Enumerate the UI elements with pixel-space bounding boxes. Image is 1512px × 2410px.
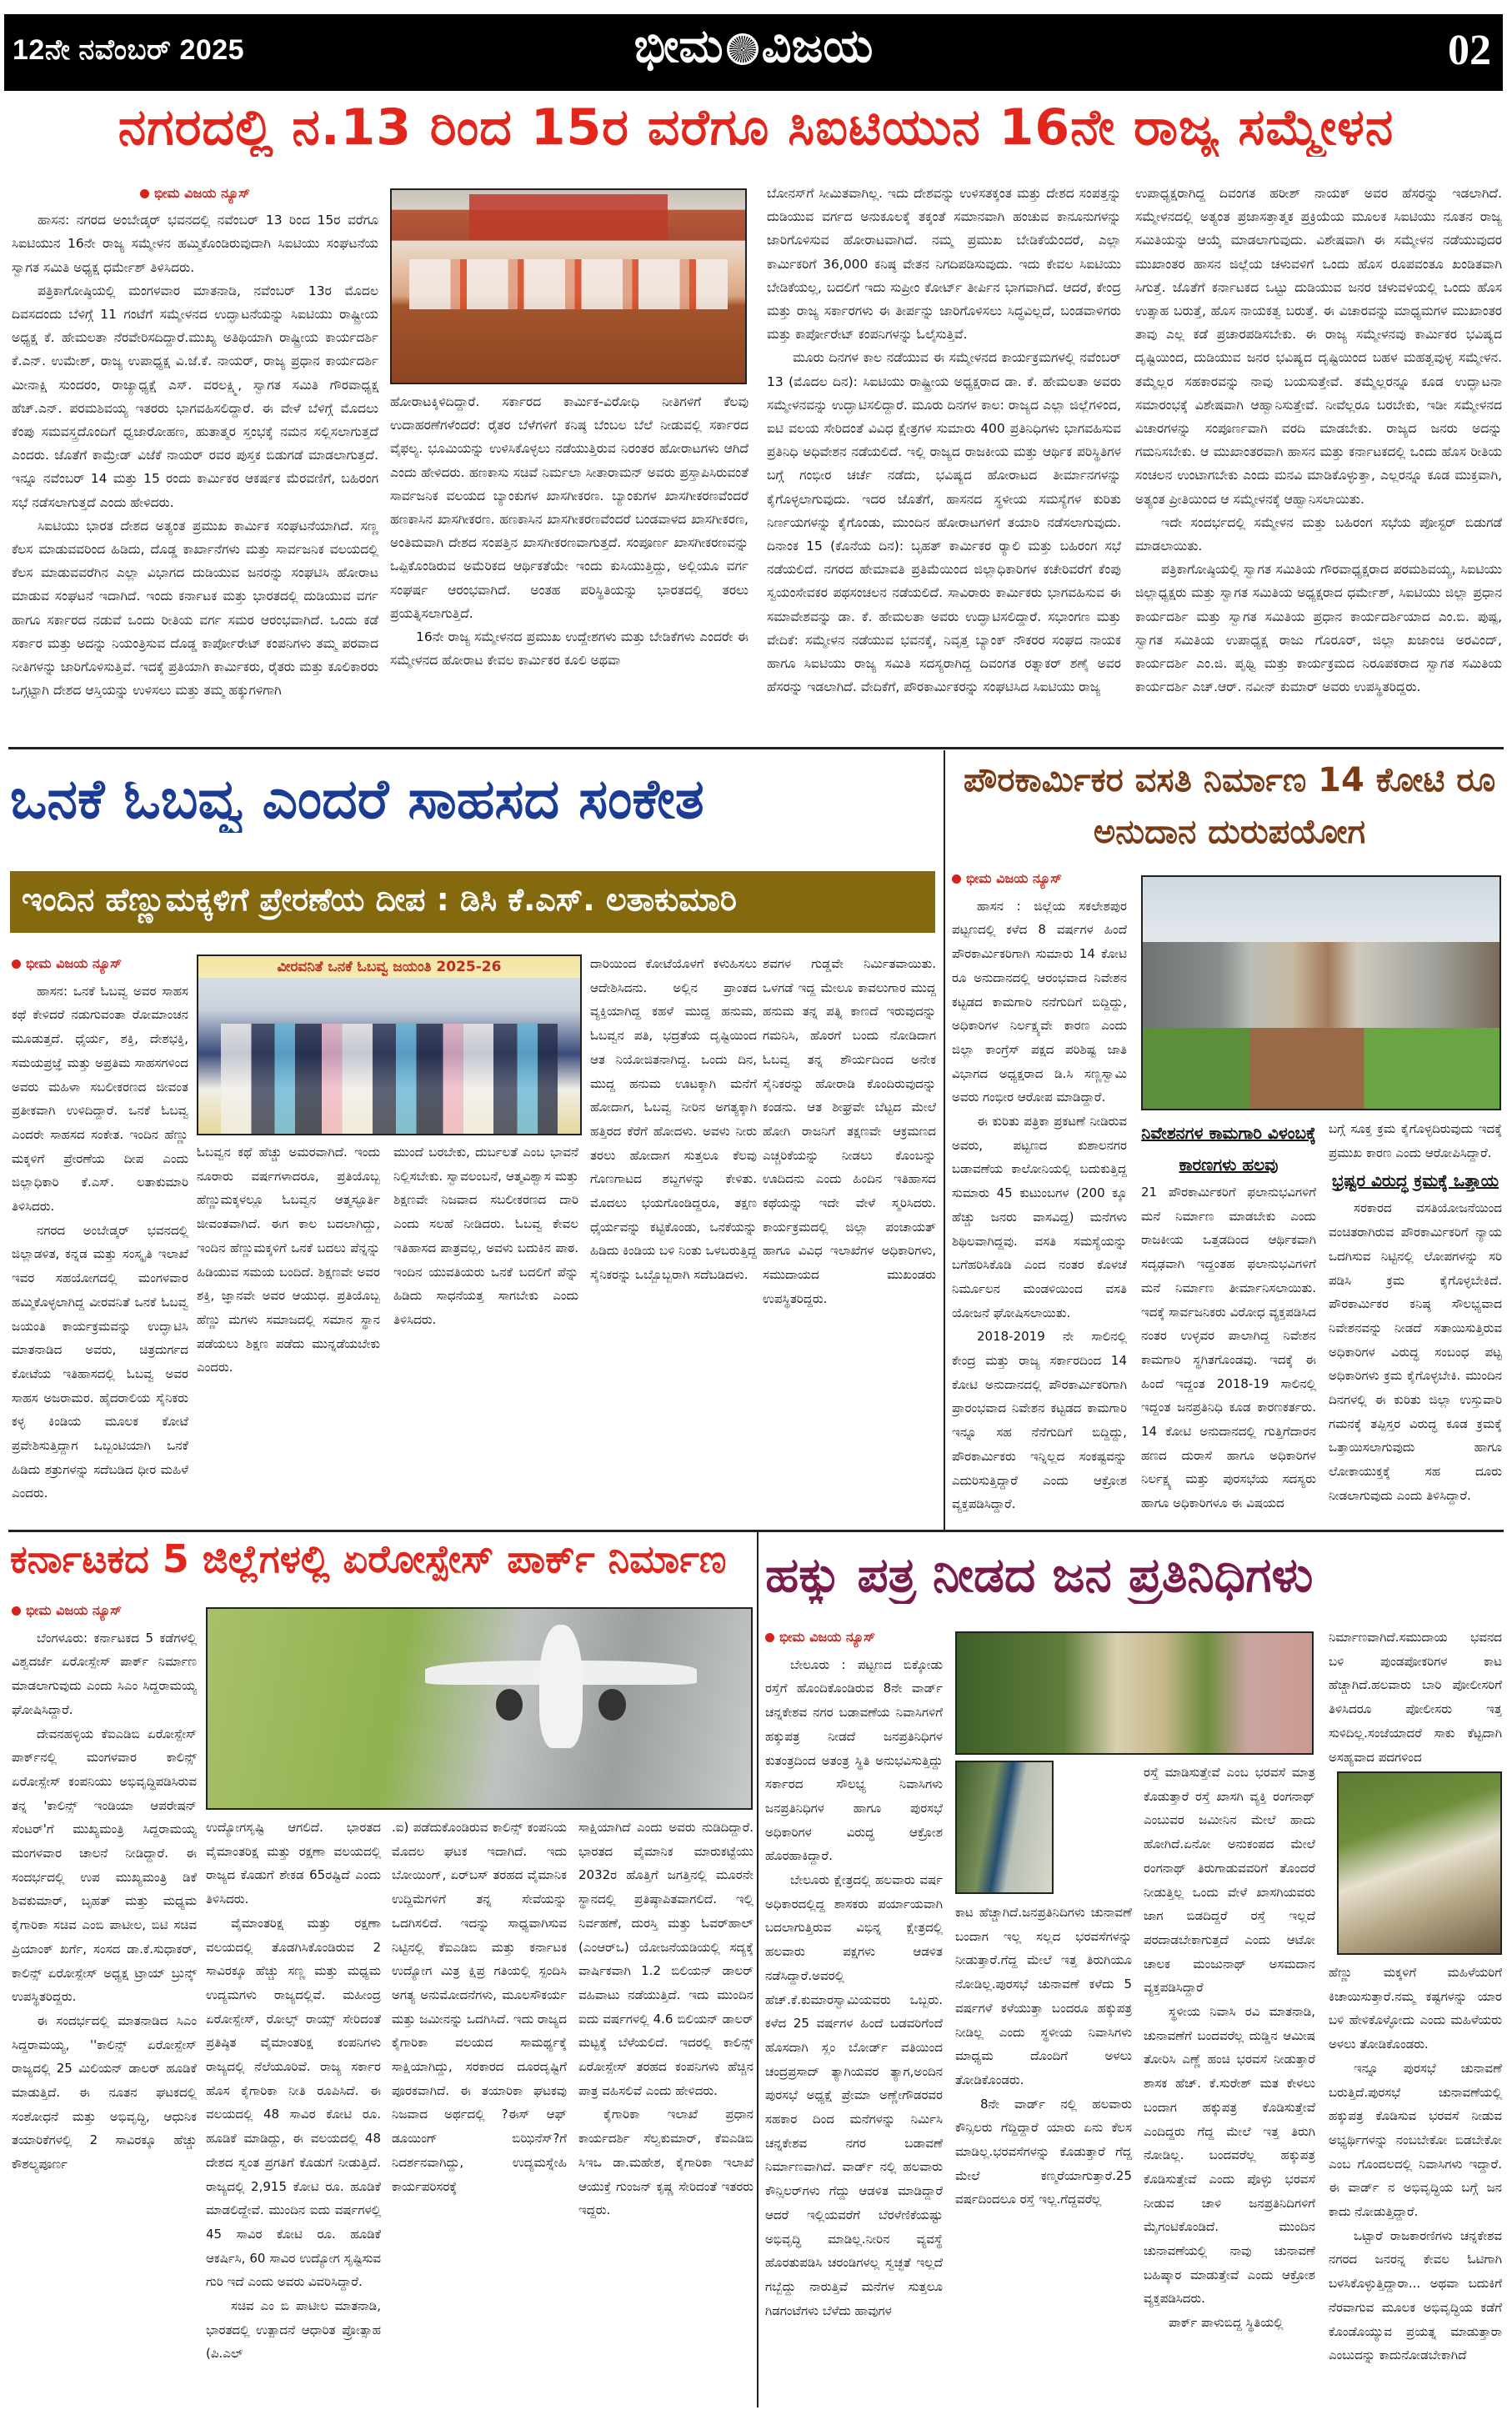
paragraph: ಈ ಕುರಿತು ಪತ್ರಿಕಾ ಪ್ರಕಟಣೆ ನೀಡಿರುವ ಅವರು, ಪಟ್ಟಣದ ಕುಶಾಲನಗರ ಬಡಾವಣೆಯ ಕಾಲೋನಿಯಲ್ಲಿ ಬದುಕುತ್ತಿದ್ದ ಸುಮಾರು 45 ಕುಟುಂಬಗಳ (200 ಕ್ಕೂ ಹೆಚ್ಚು ಜನರು ವಾಸವಿದ್ದ) ಮನೆಗಳು ಶಿಥಿಲವಾಗಿದ್ದವು. ವಸತಿ ಸಮಸ್ಯೆಯನ್ನು ಬಗೆಹರಿಸಿಕೊಡಿ ಎಂದ ನಂತರ ಕೊಳಚೆ ನಿರ್ಮೂಲನ ಮಂಡಳಿಯಿಂದ ವಸತಿ ಯೋಜನೆ ಘೋಷಿಸಲಾಯಿತು. [952, 1114, 1127, 1320]
story4-column-1 [12, 1599, 197, 2407]
story2-column-2 [197, 1140, 380, 1527]
posters-in-photo [409, 259, 728, 309]
story5-column-4-top [1329, 1626, 1502, 1767]
paragraph: ಉದ್ಯೋಗಸೃಷ್ಟಿ ಆಗಲಿದೆ. ಭಾರತದ ವೈಮಾಂತರಿಕ್ಷ ಮತ್ತು ರಕ್ಷಣಾ ವಲಯದಲ್ಲಿ ರಾಜ್ಯದ ಕೊಡುಗೆ ಶೇಕಡ 65ರಷ್ಟಿದೆ ಎಂದು ತಿಳಿಸಿದರು. [206, 1820, 381, 1907]
people-in-photo [221, 1024, 557, 1134]
banner-in-photo [469, 194, 667, 240]
story4-byline: ಭೀಮ ವಿಜಯ ನ್ಯೂಸ್ [12, 1599, 197, 1623]
paragraph: ಪತ್ರಿಕಾಗೋಷ್ಠಿಯಲ್ಲಿ ಮಂಗಳವಾರ ಮಾತನಾಡಿ, ನವೆಂಬರ್ 13ರ ಮೊದಲ ದಿವಸದಂದು ಬೆಳಿಗ್ಗೆ 11 ಗಂಟೆಗೆ ಸಮ್ಮೇಳನದ ಉದ್ಘಾಟನೆಯನ್ನು ಸಿಐಟಿಯು ರಾಷ್ಟ್ರೀಯ ಅಧ್ಯಕ್ಷ ಕೆ. ಹೇಮಲತಾ ನೆರವೇರಿಸದಿದ್ದಾರೆ.ಮುಖ್ಯ ಅತಿಥಿಯಾಗಿ ರಾಷ್ಟ್ರೀಯ ಕಾರ್ಯದರ್ಶಿ ಕೆ.ಎನ್. ಉಮೇಶ್, ರಾಜ್ಯ ಉಪಾಧ್ಯಕ್ಷ ವಿ.ಜೆ.ಕೆ. ನಾಯರ್, ರಾಜ್ಯ ಪ್ರಧಾನ ಕಾರ್ಯದರ್ಶಿ ಮೀನಾಕ್ಷಿ ಸುಂದರಂ, ರಾಜ್ಯಾಧ್ಯಕ್ಷೆ ಎಸ್. ವರಲಕ್ಷ್ಮಿ, ಸ್ವಾಗತ ಸಮಿತಿ ಗೌರವಾಧ್ಯಕ್ಷ ಹೆಚ್.ಎನ್. ಪರಮಶಿವಯ್ಯ ಇತರರು ಭಾಗವಹಿಸಲಿದ್ದಾರೆ. ಈ ವೇಳೆ ಬೆಳಿಗ್ಗೆ ಮೊದಲು ಕೆಂಪು ಸಮವಸ್ತ್ರದೊಂದಿಗೆ ಧ್ವಜಾರೋಹಣ, ಹುತಾತ್ಮರ ಸ್ತಂಭಕ್ಕೆ ನಮನ ಸಲ್ಲಿಸಲಾಗುತ್ತದೆ ಎಂದರು. ಜೊತೆಗೆ ಕಾಮ್ರೇಡ್ ವಿಜೆಕೆ ನಾಯರ್ ರವರ ಪುಸ್ತಕ ಬಿಡುಗಡೆ ಮಾಡಲಾಗುತ್ತದೆ. ಇನ್ನೂ ನವೆಂಬರ್ 14 ಮತ್ತು 15 ರಂದು ಕಾರ್ಮಿಕರ ಆಕರ್ಷಕ ಮೆರವಣಿಗೆ, ಬಹಿರಂಗ ಸಭೆ ನಡೆಸಲಾಗುತ್ತದೆ ಎಂದು ಹೇಳಿದರು. [12, 283, 378, 510]
bullet-icon [12, 1606, 21, 1616]
story2-column-4 [590, 952, 757, 1527]
paragraph: ಇದೇ ಸಂದರ್ಭದಲ್ಲಿ ಸಮ್ಮೇಳನ ಮತ್ತು ಬಹಿರಂಗ ಸಭೆಯ ಪೋಸ್ಟರ್ ಬಿಡುಗಡೆ ಮಾಡಲಾಯಿತು. [1135, 514, 1502, 554]
paragraph: ಮುಂದೆ ಬರಬೇಕು, ದುರ್ಬಲತೆ ಎಂಬ ಭಾವನೆ ನಿಲ್ಲಿಸಬೇಕು. ಸ್ವಾವಲಂಬನೆ, ಆತ್ಮವಿಶ್ವಾಸ ಮತ್ತು ಶಿಕ್ಷಣವೇ ನಿಜವಾದ ಸಬಲೀಕರಣದ ದಾರಿ ಎಂದು ಸಲಹೆ ನೀಡಿದರು. ಓಬವ್ವ ಕೇವಲ ಇತಿಹಾಸದ ಪಾತ್ರವಲ್ಲ, ಅವಳು ಬದುಕಿನ ಪಾಠ. ಇಂದಿನ ಯುವತಿಯರು ಒನಕೆ ಬದಲಿಗೆ ಪೆನ್ನು ಹಿಡಿದು ಸಾಧನೆಯತ್ತ ಸಾಗಬೇಕು ಎಂದು ತಿಳಿಸಿದರು. [393, 1145, 578, 1327]
paragraph: ಬೆಂಗಳೂರು: ಕರ್ನಾಟಕದ 5 ಕಡೆಗಳಲ್ಲಿ ವಿಶ್ವದರ್ಜೆ ಏರೋಸ್ಪೇಸ್ ಪಾರ್ಕ್ ನಿರ್ಮಾಣ ಮಾಡಲಾಗುವುದು ಎಂದು ಸಿಎಂ ಸಿದ್ದರಾಮಯ್ಯ ಘೋಷಿಸಿದ್ದಾರೆ. [12, 1630, 197, 1717]
page-number: 02 [1448, 27, 1491, 74]
paragraph: ಹೆಣ್ಣು ಮಕ್ಕಳಿಗೆ ಮಹಿಳೆಯರಿಗೆ ಕಿಚಾಯಿಸುತ್ತಾರೆ.ನಮ್ಮ ಕಷ್ಟಗಳನ್ನು ಯಾರ ಬಳಿ ಹೇಳಿಕೊಳ್ಳೋದು ಎಂದು ಮಹಿಳೆಯರು ಅಳಲು ತೋಡಿಕೊಂಡರು. [1329, 1965, 1502, 2052]
story3-subhead-1: ನಿವೇಶನಗಳ ಕಾಮಗಾರಿ ವಿಳಂಬಕ್ಕೆ ಕಾರಣಗಳು ಹಲವು [1141, 1123, 1316, 1175]
story4-column-2 [206, 1816, 381, 2407]
story3-photo [1141, 875, 1501, 1110]
story1-byline: ಭೀಮ ವಿಜಯ ನ್ಯೂಸ್ [12, 182, 378, 205]
story5-column-4-bottom [1329, 1961, 1502, 2407]
ground-in-photo [1143, 1028, 1499, 1109]
paragraph: ಪಾರ್ಕ್ ಪಾಳುಬಿದ್ದ ಸ್ಥಿತಿಯಲ್ಲಿ [1169, 2315, 1284, 2331]
paragraph: ಈ ಸಂದರ್ಭದಲ್ಲಿ ಮಾತನಾಡಿದ ಸಿಎಂ ಸಿದ್ದರಾಮಯ್ಯ, ''ಕಾಲಿನ್ಸ್ ಏರೋಸ್ಪೇಸ್ ರಾಜ್ಯದಲ್ಲಿ 25 ಮಿಲಿಯನ್ ಡಾಲರ್ ಹೂಡಿಕೆ ಮಾಡುತ್ತಿದೆ. ಈ ನೂತನ ಘಟಕದಲ್ಲಿ ಸಂಶೋಧನೆ ಮತ್ತು ಅಭಿವೃದ್ಧಿ, ಆಧುನಿಕ ತಯಾರಿಕೆಗಳಲ್ಲಿ 2 ಸಾವಿರಕ್ಕೂ ಹೆಚ್ಚು ಕೌಶಲ್ಯಪೂರ್ಣ [12, 2012, 197, 2172]
story1-column-3 [767, 182, 1121, 740]
paragraph: ಹಾಸನ: ಒನಕೆ ಓಬವ್ವ ಅವರ ಸಾಹಸ ಕಥೆ ಕೇಳಿದರೆ ನಡುಗುವಂತಾ ರೋಮಾಂಚನ ಮೂಡುತ್ತದೆ. ಧೈರ್ಯ, ಶಕ್ತಿ, ದೇಶಭಕ್ತಿ, ಸಮಯಪ್ರಜ್ಞೆ ಮತ್ತು ಅಪ್ರತಿಮ ಸಾಹಸಗಳಿಂದ ಅವರು ಮಹಿಳಾ ಸಬಲೀಕರಣದ ಜೀವಂತ ಪ್ರತೀಕವಾಗಿ ಉಳಿದಿದ್ದಾರೆ. ಒನಕೆ ಓಬವ್ವ ಎಂದರೇ ಸಾಹಸದ ಸಂಕೇತ. ಇಂದಿನ ಹೆಣ್ಣು ಮಕ್ಕಳಿಗೆ ಪ್ರೇರಣೆಯ ದೀಪ ಎಂದು ಜಿಲ್ಲಾಧಿಕಾರಿ ಕೆ.ಎಸ್. ಲತಾಕುಮಾರಿ ತಿಳಿಸಿದರು. [12, 983, 188, 1215]
engine-left-in-photo [496, 1689, 523, 1721]
paragraph: ಒಟ್ಟಾರೆ ರಾಜಕಾರಣಿಗಳು ಚನ್ನಕೇಶವ ನಗರದ ಜನರನ್ನ ಕೇವಲ ಓಟಿಗಾಗಿ ಬಳಸಿಕೊಳ್ಳುತ್ತಿದ್ದಾರಾ... ಅಥವಾ ಬದುಕಿಗೆ ನೆರವಾಗುವ ಮೂಲಕ ಅಭಿವೃದ್ಧಿಯ ಕಡೆಗೆ ಕೊಂಡೊಯ್ಯುವ ಪ್ರಯತ್ನ ಮಾಡುತ್ತಾರಾ ಎಂಬುದನ್ನು ಕಾದುನೋಡಬೇಕಾಗಿದೆ [1329, 2227, 1502, 2363]
story4-photo [206, 1607, 753, 1810]
bullet-icon [952, 874, 961, 884]
story3-byline: ಭೀಮ ವಿಜಯ ನ್ಯೂಸ್ [952, 867, 1127, 891]
story3-column-3 [1329, 1117, 1502, 1526]
paragraph: ರಸ್ತೆ ಮಾಡಿಸುತ್ತೇವೆ ಎಂಬ ಭರವಸೆ ಮಾತ್ರ ಕೊಡುತ್ತಾರೆ ರಸ್ತೆ ಖಾಸಗಿ ವ್ಯಕ್ತಿ ರಂಗನಾಥ್ ಎಂಬುವರ ಜಮೀನಿನ ಮೇಲೆ ಹಾದು ಹೋಗಿದೆ.ಏನೋ ಅನುಕಂಪದ ಮೇಲೆ ರಂಗನಾಥ್ ತಿರುಗಾಡುವವರಿಗೆ ತೊಂದರೆ ನೀಡುತ್ತಿಲ್ಲ ಒಂದು ವೇಳೆ ಖಾಸಗಿಯವರು ಜಾಗ ಬಿಡದಿದ್ದರೆ ರಸ್ತೆ ಇಲ್ಲದೆ ಪರದಾಡಬೇಕಾಗುತ್ತದೆ ಎಂದು ಆಟೋ ಚಾಲಕ ಮಂಜುನಾಥ್ ಅಸಮದಾನ ವ್ಯಕ್ತಪಡಿಸಿದ್ದಾರೆ [1144, 1765, 1315, 1996]
story5-photo-1 [955, 1631, 1314, 1755]
paragraph: ಸ್ಥಳೀಯ ನಿವಾಸಿ ರವಿ ಮಾತನಾಡಿ, ಚುನಾವಣೆಗೆ ಬಂದವರೆಲ್ಲ ದುಡ್ಡಿನ ಆಮೀಷ ತೋರಿಸಿ ಎಣ್ಣೆ ಹಂಚಿ ಭರವಸೆ ನೀಡುತ್ತಾರೆ ಶಾಸಕ ಹೆಚ್. ಕೆ.ಸುರೇಶ್ ಮತ ಕೇಳಲು ಬಂದಾಗ ಹಕ್ಕುಪತ್ರ ಕೊಡಿಸುತ್ತೇವೆ ಎಂದಿದ್ದರು ಗೆದ್ದ ಮೇಲೆ ಇತ್ತ ತಿರುಗಿ ನೋಡಿಲ್ಲ. ಬಂದವರೆಲ್ಲ ಹಕ್ಕುಪತ್ರ ಕೊಡಿಸುತ್ತೇವೆ ಎಂದು ಪೊಳ್ಳು ಭರವಸೆ ನೀಡುವ ಚಾಳಿ ಜನಪ್ರತಿನಿದಿಗಳಿಗೆ ಮೈಗಂಟಿಕೊಂಡಿದೆ. ಮುಂದಿನ ಚುನಾವಣೆಯಲ್ಲಿ ನಾವು ಚುನಾವಣೆ ಬಹಿಷ್ಕಾರ ಮಾಡುತ್ತೇವೆ ಎಂದು ಆಕ್ರೋಶ ವ್ಯಕ್ತಪಡಿಸಿದರು. [1144, 2004, 1315, 2307]
paragraph: 8ನೇ ವಾರ್ಡ್ ನಲ್ಲಿ ಹಲವಾರು ಕೌನ್ಸಿಲರು ಗೆದ್ದಿದ್ದಾರೆ ಯಾರು ಏನು ಕೆಲಸ ಮಾಡಿಲ್ಲ.ಭರವಸೆಗಳನ್ನು ಕೊಡುತ್ತಾರೆ ಗೆದ್ದ ಮೇಲೆ ಕಣ್ಮರೆಯಾಗುತ್ತಾರೆ.25 ವರ್ಷದಿಂದಲೂ ರಸ್ತೆ ಇಲ್ಲ.ಗೆದ್ದವರೆಲ್ಲ [955, 2096, 1132, 2207]
bullet-icon [765, 1633, 774, 1642]
paragraph: .ಐ) ಪಡೆದುಕೊಂಡಿರುವ ಕಾಲಿನ್ಸ್ ಕಂಪನಿಯ ಮೊದಲ ಘಟಕ ಇದಾಗಿದೆ. ಇದು ಬೋಯಿಂಗ್, ಏರ್‌ಬಸ್ ತರಹದ ವೈಮಾನಿಕ ಉದ್ದಿಮೆಗಳಿಗೆ ತನ್ನ ಸೇವೆಯನ್ನು ಒದಗಿಸಲಿದೆ. ಇದನ್ನು ಸಾಧ್ಯವಾಗಿಸುವ ನಿಟ್ಟಿನಲ್ಲಿ ಕೆಐಎಡಿಬಿ ಮತ್ತು ಕರ್ನಾಟಕ ಉದ್ಯೋಗ ಮಿತ್ರ ಕ್ಷಿಪ್ರ ಗತಿಯಲ್ಲಿ ಸ್ಪಂದಿಸಿ ಅಗತ್ಯ ಅನುಮೋದನೆಗಳು, ಮೂಲಸೌಕರ್ಯ ಮತ್ತು ಜಮೀನನ್ನು ಒದಗಿಸಿದೆ. ಇದು ರಾಜ್ಯದ ಕೈಗಾರಿಕಾ ವಲಯದ ಸಾಮರ್ಥ್ಯಕ್ಕೆ ಸಾಕ್ಷಿಯಾಗಿದ್ದು, ಸರಕಾರದ ದೂರದೃಷ್ಟಿಗೆ ಪೂರಕವಾಗಿದೆ. ಈ ತಯಾರಿಕಾ ಘಟಕವು ನಿಜವಾದ ಅರ್ಥದಲ್ಲಿ ?ಈಸ್ ಆಫ್ ಡೂಯಿಂಗ್ ಬಿಝಿನೆಸ್?ಗೆ ನಿದರ್ಶನವಾಗಿದ್ದು, ಉದ್ಯಮಸ್ನೇಹಿ ಕಾರ್ಯಪರಿಸರಕ್ಕೆ [392, 1820, 567, 2194]
engine-right-in-photo [598, 1689, 626, 1721]
section-divider [8, 747, 1504, 749]
paragraph: ನಗರದ ಅಂಬೇಡ್ಕರ್ ಭವನದಲ್ಲಿ ಜಿಲ್ಲಾಡಳಿತ, ಕನ್ನಡ ಮತ್ತು ಸಂಸ್ಕೃತಿ ಇಲಾಖೆ ಇವರ ಸಹಯೋಗದಲ್ಲಿ ಮಂಗಳವಾರ ಹಮ್ಮಿಕೊಳ್ಳಲಾಗಿದ್ದ ವೀರವನಿತೆ ಒನಕೆ ಓಬವ್ವ ಜಯಂತಿ ಕಾರ್ಯಕ್ರಮವನ್ನು ಉದ್ಘಾಟಿಸಿ ಮಾತನಾಡಿದ ಅವರು, ಚಿತ್ರದುರ್ಗದ ಕೋಟೆಯ ಇತಿಹಾಸದಲ್ಲಿ ಓಬವ್ವ ಅವರ ಸಾಹಸ ಅಜರಾಮರ. ಹೈದರಾಲಿಯ ಸೈನಿಕರು ಕಳ್ಳ ಕಿಂಡಿಯ ಮೂಲಕ ಕೋಟೆ ಪ್ರವೇಶಿಸುತ್ತಿದ್ದಾಗ ಒಬ್ಬಂಟಿಯಾಗಿ ಒನಕೆ ಹಿಡಿದು ಶತ್ರುಗಳನ್ನು ಸದೆಬಡಿದ ಧೀರ ಮಹಿಳೆ ಎಂದರು. [12, 1222, 188, 1501]
newspaper-logo [4, 19, 1503, 74]
paragraph: ಬೇಲೂರು ಕ್ಷೇತ್ರದಲ್ಲಿ ಹಲವಾರು ವರ್ಷ ಅಧಿಕಾರದಲ್ಲಿದ್ದ ಶಾಸಕರು ಪರ್ಯಾಯವಾಗಿ ಬದಲಾಗುತ್ತಿರುವ ವಿಭಿನ್ನ ಕ್ಷೇತ್ರದಲ್ಲಿ ಹಲವಾರು ಪಕ್ಷಗಳು ಆಡಳಿತ ನಡೆಸಿದ್ದಾರೆ.ಅವರಲ್ಲಿ ಹೆಚ್.ಕೆ.ಕುಮಾರಸ್ವಾಮಿಯವರು ಒಬ್ಬರು. ಕಳೆದ 25 ವರ್ಷಗಳ ಹಿಂದೆ ಬಡವರಿಗೆಂದೆ ಹೊಸದಾಗಿ ಸ್ಲಂ ಬೋರ್ಡ್ ವತಿಯಿಂದ ಚಂದ್ರಪ್ರಸಾದ್ ತ್ಯಾಗಿಯವರ ತ್ಯಾಗ,ಅಂದಿನ ಪುರಸಭೆ ಅಧ್ಯಕ್ಷೆ ಪ್ರೇಮಾ ಅಣ್ಣೇಗೌಡರವರ ಸಹಕಾರ ದಿಂದ ಮನೆಗಳನ್ನು ನಿರ್ಮಿಸಿ ಚನ್ನಕೇಶವ ನಗರ ಬಡಾವಣೆ ನಿರ್ಮಾಣವಾಗಿದೆ. ವಾರ್ಡ್ ನಲ್ಲಿ ಹಲವಾರು ಕೌನ್ಸಿಲರ್‌ಗಳು ಗೆದ್ದು ಆಡಳಿತ ಮಾಡಿದ್ದಾರೆ ಆದರೆ ಇಲ್ಲಿಯವರೆಗೆ ಬೆರಳೆಣಿಕೆಯಷ್ಟು ಅಭಿವೃದ್ಧಿ ಮಾಡಿಲ್ಲ.ನೀರಿನ ವ್ಯವಸ್ಥೆ ಹೊರತುಪಡಿಸಿ ಚರಂಡಿಗಳಲ್ಲ ಸ್ವಚ್ಛತೆ ಇಲ್ಲದೆ ಗಬ್ಬೆದ್ದು ನಾರುತ್ತಿವೆ ಮನೆಗಳ ಸುತ್ತಲೂ ಗಿಡಗಂಟೆಗಳು ಬೆಳೆದು ಹಾವುಗಳ [765, 1872, 943, 2318]
paragraph: ಹೋರಾಟಕ್ಕಿಳಿದಿದ್ದಾರೆ. ಸರ್ಕಾರದ ಕಾರ್ಮಿಕ-ವಿರೋಧಿ ನೀತಿಗಳಿಗೆ ಕೆಲವು ಉದಾಹರಣೆಗಳೆಂದರೆ: ರೈತರ ಬೆಳೆಗಳಿಗೆ ಕನಿಷ್ಠ ಬೆಂಬಲ ಬೆಲೆ ನೀಡುವಲ್ಲಿ ಸರ್ಕಾರದ ವೈಫಲ್ಯ. ಭೂಮಿಯನ್ನು ಉಳಿಸಿಕೊಳ್ಳಲು ನಡೆಯುತ್ತಿರುವ ನಿರಂತರ ಹೋರಾಟಗಳು ಆಗಿದೆ ಎಂದು ಹೇಳಿದರು. ಹಣಕಾಸು ಸಚಿವೆ ನಿರ್ಮಲಾ ಸೀತಾರಾಮನ್ ಅವರು ಪ್ರಸ್ತಾಪಿಸಿರುವಂತೆ ಸಾರ್ವಜನಿಕ ವಲಯದ ಬ್ಯಾಂಕುಗಳ ಖಾಸಗೀಕರಣ. ಬ್ಯಾಂಕುಗಳ ಖಾಸಗೀಕರಣವೆಂದರೆ ಹಣಕಾಸಿನ ಖಾಸಗೀಕರಣ. ಹಣಕಾಸಿನ ಖಾಸಗೀಕರಣವೆಂದರೆ ಬಂಡವಾಳದ ಖಾಸಗೀಕರಣ, ಅಂತಿಮವಾಗಿ ದೇಶದ ಸಂಪತ್ತಿನ ಖಾಸಗೀಕರಣವಾಗುತ್ತದೆ. ಸಂಪೂರ್ಣ ಖಾಸಗೀಕರಣವನ್ನು ಒಪ್ಪಿಕೊಂಡಿರುವ ಅಮೆರಿಕದ ಆರ್ಥಿಕತೆಯೇ ಇಂದು ಕುಸಿಯುತ್ತಿದ್ದು, ಅಲ್ಲಿಯೂ ವರ್ಗ ಸಂಘರ್ಷ ಆರಂಭವಾಗಿದೆ. ಅಂತಹ ಪರಿಸ್ಥಿತಿಯನ್ನು ಭಾರತದಲ್ಲಿ ತರಲು ಪ್ರಯತ್ನಿಸಲಾಗುತ್ತಿದೆ. [390, 394, 748, 621]
paragraph: ಕೈಗಾರಿಕಾ ಇಲಾಖೆ ಪ್ರಧಾನ ಕಾರ್ಯದರ್ಶಿ ಸೆಲ್ವಕುಮಾರ್, ಕೆಐಎಡಿಬಿ ಸಿಇಒ ಡಾ.ಮಹೇಶ, ಕೈಗಾರಿಕಾ ಇಲಾಖೆ ಆಯುಕ್ತೆ ಗುಂಜನ್ ಕೃಷ್ಣ ಸೇರಿದಂತೆ ಇತರರು ಇದ್ದರು. [578, 2107, 753, 2218]
bullet-icon [12, 959, 21, 969]
paragraph: 21 ಪೌರಕಾರ್ಮಿಕರಿಗೆ ಫಲಾನುಭವಿಗಳಿಗೆ ಮನೆ ನಿರ್ಮಾಣ ಮಾಡಬೇಕು ಎಂದು ರಾಜಕೀಯ ಒತ್ತಡದಿಂದ ಆರ್ಥಿಕವಾಗಿ ಸದೃಢವಾಗಿ ಇದ್ದಂತಹ ಫಲಾನುಭವಿಗಳಿಗೆ ಮನೆ ನಿರ್ಮಾಣ ತೀರ್ಮಾನಿಸಲಾಯಿತು. ಇದಕ್ಕೆ ಸಾರ್ವಜನಿಕರು ವಿರೋಧ ವ್ಯಕ್ತಪಡಿಸಿದ ನಂತರ ಉಳ್ಳವರ ಪಾಲಾಗಿದ್ದ ನಿವೇಶನ ಕಾಮಗಾರಿ ಸ್ಥಗಿತಗೊಂಡವು. ಇದಕ್ಕೆ ಈ ಹಿಂದೆ ಇದ್ದಂತ 2018-19 ಸಾಲಿನಲ್ಲಿ ಇದ್ದಂತ ಜನಪ್ರತಿನಿಧಿ ಕೂಡ ಕಾರಣಕರ್ತರು. 14 ಕೋಟಿ ಅನುದಾನದಲ್ಲಿ ಗುತ್ತಿಗೆದಾರನ ಹಣದ ದುರಾಸೆ ಹಾಗೂ ಅಧಿಕಾರಿಗಳ ನಿರ್ಲಕ್ಷ್ಯ ಮತ್ತು ಪುರಸಭೆಯ ಸದಸ್ಯರು ಹಾಗೂ ಅಧಿಕಾರಿಗಳೂ ಈ ವಿಷಯದ [1141, 1185, 1316, 1511]
story5-column-1 [765, 1626, 943, 2407]
story2-photo-banner: ವೀರವನಿತೆ ಒನಕೆ ಓಬವ್ವ ಜಯಂತಿ 2025-26 [198, 956, 580, 978]
paragraph: ಪತ್ರಿಕಾಗೋಷ್ಠಿಯಲ್ಲಿ ಸ್ವಾಗತ ಸಮಿತಿಯ ಗೌರವಾಧ್ಯಕ್ಷರಾದ ಪರಮಶಿವಯ್ಯ, ಸಿಐಟಿಯು ಜಿಲ್ಲಾಧ್ಯಕ್ಷರು ಮತ್ತು ಸ್ವಾಗತ ಸಮಿತಿಯ ಅಧ್ಯಕ್ಷರಾದ ಧರ್ಮೇಶ್, ಸಿಐಟಿಯು ಜಿಲ್ಲಾ ಪ್ರಧಾನ ಕಾರ್ಯದರ್ಶಿ ಮತ್ತು ಸ್ವಾಗತ ಸಮಿತಿಯ ಪ್ರಧಾನ ಕಾರ್ಯದರ್ಶಿಯಾದ ಎಂ.ಬಿ. ಪುಷ್ಪ, ಸ್ವಾಗತ ಸಮಿತಿಯ ಉಪಾಧ್ಯಕ್ಷ ರಾಜು ಗೊರೂರ್, ಜಿಲ್ಲಾ ಖಜಾಂಚಿ ಅರವಿಂದ್, ಕಾರ್ಯದರ್ಶಿ ಎಂ.ಜಿ. ಪೃಥ್ವಿ ಮತ್ತು ಕಾರ್ಯಕ್ರಮದ ನಿರೂಪಕರಾದ ಸ್ವಾಗತ ಸಮಿತಿಯ ಕಾರ್ಯದರ್ಶಿ ಎಚ್.ಆರ್. ನವೀನ್ ಕುಮಾರ್ ಅವರು ಉಪಸ್ಥಿತರಿದ್ದರು. [1135, 562, 1502, 695]
paragraph: ಸಿಐಟಿಯು ಭಾರತ ದೇಶದ ಅತ್ಯಂತ ಪ್ರಮುಖ ಕಾರ್ಮಿಕ ಸಂಘಟನೆಯಾಗಿದೆ. ಸಣ್ಣ ಕೆಲಸ ಮಾಡುವವರಿಂದ ಹಿಡಿದು, ದೊಡ್ಡ ಕಾರ್ಖಾನೆಗಳು ಮತ್ತು ಸಾರ್ವಜನಿಕ ವಲಯದಲ್ಲಿ ಕೆಲಸ ಮಾಡುವವರೆಗಿನ ಎಲ್ಲಾ ವಿಭಾಗದ ದುಡಿಯುವ ಜನರನ್ನು ಸಂಘಟಿಸಿ ಹೋರಾಟ ಮಾಡುವ ಸಂಘಟನೆ ಇದಾಗಿದೆ. ಇಂದು ಕರ್ನಾಟಕ ಮತ್ತು ಭಾರತದಲ್ಲಿ ದುಡಿಯುವ ವರ್ಗ ಹಾಗೂ ಸರ್ಕಾರದ ನಡುವೆ ಒಂದು ರೀತಿಯ ವರ್ಗ ಸಮರ ಆರಂಭವಾಗಿದೆ. ಒಂದು ಕಡೆ ಸರ್ಕಾರ ಮತ್ತು ಅದನ್ನು ನಿಯಂತ್ರಿಸುವ ದೊಡ್ಡ ಕಾರ್ಪೋರೇಟ್ ಕಂಪನಿಗಳು ತಮ್ಮ ಪರವಾದ ನೀತಿಗಳನ್ನು ಜಾರಿಗೊಳಿಸುತ್ತಿವೆ. ಇದಕ್ಕೆ ಪ್ರತಿಯಾಗಿ ಕಾರ್ಮಿಕರು, ರೈತರು ಮತ್ತು ಕೂಲಿಕಾರರು ಒಗ್ಗಟ್ಟಾಗಿ ದೇಶದ ಆಸ್ತಿಯನ್ನು ಉಳಿಸಲು ಮತ್ತು ತಮ್ಮ ಹಕ್ಕುಗಳಿಗಾಗಿ [12, 518, 378, 699]
paragraph: ಬಗ್ಗೆ ಸೂಕ್ತ ಕ್ರಮ ಕೈಗೊಳ್ಳದಿರುವುದು ಇದಕ್ಕೆ ಪ್ರಮುಖ ಕಾರಣ ಎಂದು ಆರೋಪಿಸಿದ್ದಾರೆ. [1329, 1121, 1502, 1160]
story2-column-3 [393, 1140, 578, 1527]
story3-headline: ಪೌರಕಾರ್ಮಿಕರ ವಸತಿ ನಿರ್ಮಾಣ 14 ಕೋಟಿ ರೂ ಅನುದಾನ ದುರುಪಯೋಗ [963, 761, 1496, 851]
story5-photo-3 [1337, 1771, 1502, 1955]
paragraph: ವೈಮಾಂತರಿಕ್ಷ ಮತ್ತು ರಕ್ಷಣಾ ವಲಯದಲ್ಲಿ ತೊಡಗಿಸಿಕೊಂಡಿರುವ 2 ಸಾವಿರಕ್ಕೂ ಹೆಚ್ಚು ಸಣ್ಣ ಮತ್ತು ಮಧ್ಯಮ ಉದ್ಯಮಗಳು ರಾಜ್ಯದಲ್ಲಿವೆ. ಮಹೀಂದ್ರ ಏರೋಸ್ಪೇಸ್, ರೋಲ್ಸ್ ರಾಯ್ಸ್ ಸೇರಿದಂತೆ ಪ್ರತಿಷ್ಠಿತ ವೈಮಾಂತರಿಕ್ಷ ಕಂಪನಿಗಳು ರಾಜ್ಯದಲ್ಲಿ ನೆಲೆಯೂರಿವೆ. ರಾಜ್ಯ ಸರ್ಕಾರ ಹೊಸ ಕೈಗಾರಿಕಾ ನೀತಿ ರೂಪಿಸಿದೆ. ಈ ವಲಯದಲ್ಲಿ 48 ಸಾವಿರ ಕೋಟಿ ರೂ. ಹೂಡಿಕೆ ಮಾಡಿದ್ದು, ಈ ವಲಯದಲ್ಲಿ 48 ದೇಶದ ಸ್ವಂತ ಪ್ರಗತಿಗೆ ಕೊಡುಗೆ ನೀಡುತ್ತಿದೆ. ರಾಜ್ಯದಲ್ಲಿ 2,915 ಕೋಟಿ ರೂ. ಹೂಡಿಕೆ ಮಾಡಲಿದ್ದೇವೆ. ಮುಂದಿನ ಐದು ವರ್ಷಗಳಲ್ಲಿ 45 ಸಾವಿರ ಕೋಟಿ ರೂ. ಹೂಡಿಕೆ ಆಕರ್ಷಿಸಿ, 60 ಸಾವಿರ ಉದ್ಯೋಗ ಸೃಷ್ಟಿಸುವ ಗುರಿ ಇದೆ ಎಂದು ಅವರು ವಿವರಿಸಿದ್ದಾರೆ. [206, 1915, 381, 2290]
story4-column-3 [392, 1816, 567, 2407]
ashoka-chakra-icon [727, 33, 759, 65]
story5-photo-2 [955, 1761, 1054, 1894]
paragraph: 2018-2019 ನೇ ಸಾಲಿನಲ್ಲಿ ಕೇಂದ್ರ ಮತ್ತು ರಾಜ್ಯ ಸರ್ಕಾರದಿಂದ 14 ಕೋಟಿ ಅನುದಾನದಲ್ಲಿ ಪೌರಕಾರ್ಮಿಕರಿಗಾಗಿ ಪ್ರಾರಂಭವಾದ ನಿವೇಶನ ಕಟ್ಟಡದ ಕಾಮಗಾರಿ ಇನ್ನೂ ಸಹ ನೆನೆಗುದಿಗೆ ಬಿದ್ದಿದ್ದು, ಪೌರಕಾರ್ಮಿಕರು ಇನ್ನಿಲ್ಲದ ಸಂಕಷ್ಟವನ್ನು ಎದುರಿಸುತ್ತಿದ್ದಾರೆ ಎಂದು ಆಕ್ರೋಶ ವ್ಯಕ್ತಪಡಿಸಿದ್ದಾರೆ. [952, 1329, 1127, 1512]
story1-headline: ನಗರದಲ್ಲಿ ನ.13 ರಿಂದ 15ರ ವರೆಗೂ ಸಿಐಟಿಯುನ 16ನೇ ರಾಜ್ಯ ಸಮ್ಮೇಳನ [118, 98, 1394, 157]
paragraph: ಮೂರು ದಿನಗಳ ಕಾಲ ನಡೆಯುವ ಈ ಸಮ್ಮೇಳನದ ಕಾರ್ಯಕ್ರಮಗಳಲ್ಲಿ ನವೆಂಬರ್ 13 (ಮೊದಲ ದಿನ): ಸಿಐಟಿಯು ರಾಷ್ಟ್ರೀಯ ಅಧ್ಯಕ್ಷರಾದ ಡಾ. ಕೆ. ಹೇಮಲತಾ ಅವರು ಸಮ್ಮೇಳನವನ್ನು ಉದ್ಘಾಟಿಸಲಿದ್ದಾರೆ. ಮೂರು ದಿನಗಳ ಕಾಲ: ರಾಜ್ಯದ ಎಲ್ಲಾ ಜಿಲ್ಲೆಗಳಿಂದ, ಐಟಿ ವಲಯ ಸೇರಿದಂತೆ ವಿವಿಧ ಕ್ಷೇತ್ರಗಳ ಸುಮಾರು 400 ಪ್ರತಿನಿಧಿಗಳು ಭಾಗವಹಿಸುವ ಪ್ರತಿನಿಧಿ ಅಧಿವೇಶನ ನಡೆಯಲಿದೆ. ಇಲ್ಲಿ ರಾಜ್ಯದ ರಾಜಕೀಯ ಮತ್ತು ಆರ್ಥಿಕ ಪರಿಸ್ಥಿತಿಗಳ ಬಗ್ಗೆ ಗಂಭೀರ ಚರ್ಚೆ ನಡೆದು, ಭವಿಷ್ಯದ ಹೋರಾಟದ ತೀರ್ಮಾನಗಳನ್ನು ಕೈಗೊಳ್ಳಲಾಗುವುದು. ಇದರ ಜೊತೆಗೆ, ಹಾಸನದ ಸ್ಥಳೀಯ ಸಮಸ್ಯೆಗಳ ಕುರಿತು ನಿರ್ಣಯಗಳನ್ನು ಕೈಗೊಂಡು, ಮುಂದಿನ ಹೋರಾಟಗಳಿಗೆ ತಯಾರಿ ನಡೆಸಲಾಗುವುದು. ದಿನಾಂಕ 15 (ಕೊನೆಯ ದಿನ): ಬೃಹತ್ ಕಾರ್ಮಿಕರ ರ್‍ಯಾಲಿ ಮತ್ತು ಬಹಿರಂಗ ಸಭೆ ನಡೆಯಲಿದೆ. ನಗರದ ಹೇಮಾವತಿ ಪ್ರತಿಮೆಯಿಂದ ಜಿಲ್ಲಾಧಿಕಾರಿಗಳ ಕಚೇರಿವರೆಗೆ ಕೆಂಪು ಸ್ವಯಂಸೇವಕರ ಪಥಸಂಚಲನ ನಡೆಯಲಿದೆ. ಸಾವಿರಾರು ಕಾರ್ಮಿಕರು ಭಾಗವಹಿಸುವ ಈ ಸಮಾವೇಶವನ್ನು ಡಾ. ಕೆ. ಹೇಮಲತಾ ಅವರು ಉದ್ಘಾಟಿಸಲಿದ್ದಾರೆ. ಸಭಾಂಗಣ ಮತ್ತು ವೇದಿಕೆ: ಸಮ್ಮೇಳನ ನಡೆಯುವ ಭವನಕ್ಕೆ, ನಿವೃತ್ತ ಬ್ಯಾಂಕ್ ನೌಕರರ ಸಂಘದ ನಾಯಕ ಹಾಗೂ ಸಿಐಟಿಯು ರಾಜ್ಯ ಸಮಿತಿ ಸದಸ್ಯರಾಗಿದ್ದ ದಿವಂಗತ ರತ್ನಾಕರ್ ಶಣೈ ಅವರ ಹೆಸರನ್ನು ಇಡಲಾಗಿದೆ. ವೇದಿಕೆಗೆ, ಪೌರಕಾರ್ಮಿಕರನ್ನು ಸಂಘಟಿಸಿದ ಸಿಐಟಿಯು ರಾಜ್ಯ [767, 350, 1121, 695]
aircraft-fuselage-in-photo [539, 1625, 583, 1748]
story5-column-3 [1144, 1761, 1315, 2407]
story1-photo [390, 188, 747, 384]
paragraph: ಬೋನಸ್‌ಗೆ ಸೀಮಿತವಾಗಿಲ್ಲ. ಇದು ದೇಶವನ್ನು ಉಳಿಸತಕ್ಕಂತ ಮತ್ತು ದೇಶದ ಸಂಪತ್ತನ್ನು ದುಡಿಯುವ ವರ್ಗದ ಅನುಕೂಲಕ್ಕೆ ತಕ್ಕಂತೆ ಸಮಾನವಾಗಿ ಹಂಚುವ ಕಾನೂನುಗಳನ್ನು ಜಾರಿಗೊಳಿಸುವ ಹೋರಾಟವಾಗಿದೆ. ನಮ್ಮ ಪ್ರಮುಖ ಬೇಡಿಕೆಯೆಂದರೆ, ಎಲ್ಲಾ ಕಾರ್ಮಿಕರಿಗೆ 36,000 ಕನಿಷ್ಠ ವೇತನ ನಿಗದಿಪಡಿಸುವುದು. ಇದು ಕೇವಲ ಸಿಐಟಿಯು ಬೇಡಿಕೆಯಲ್ಲ, ಬದಲಿಗೆ ಇದು ಸುಪ್ರೀಂ ಕೋರ್ಟ್ ತೀರ್ಪಿನ ಭಾಗವಾಗಿದೆ. ಆದರೆ, ಕೇಂದ್ರ ಮತ್ತು ರಾಜ್ಯ ಸರ್ಕಾರಗಳು ಈ ತೀರ್ಪನ್ನು ಜಾರಿಗೊಳಿಸಲು ಸಿದ್ಧವಿಲ್ಲದೆ, ಬಂಡವಾಳಿಗರು ಮತ್ತು ಕಾರ್ಪೋರೇಟ್ ಕಂಪನಿಗಳನ್ನು ಓಲೈಸುತ್ತಿವೆ. [767, 186, 1121, 343]
story3-column-2 [1141, 1117, 1316, 1526]
story2-column-5 [763, 952, 936, 1527]
story4-column-4 [578, 1816, 753, 2407]
story5-headline: ಹಕ್ಕು ಪತ್ರ ನೀಡದ ಜನ ಪ್ರತಿನಿಧಿಗಳು [765, 1546, 1314, 1603]
paragraph: ಓಬವ್ವನ ಕಥೆ ಹೆಚ್ಚು ಅಮರವಾಗಿದೆ. ಇಂದು ನೂರಾರು ವರ್ಷಗಳಾದರೂ, ಪ್ರತಿಯೊಬ್ಬ ಹೆಣ್ಣುಮಕ್ಕಳಲ್ಲೂ ಓಬವ್ವನ ಆತ್ಮಸ್ಫೂರ್ತಿ ಜೀವಂತವಾಗಿದೆ. ಈಗ ಕಾಲ ಬದಲಾಗಿದ್ದು, ಇಂದಿನ ಹೆಣ್ಣುಮಕ್ಕಳಿಗೆ ಒನಕೆ ಬದಲು ಪೆನ್ನನ್ನು ಹಿಡಿಯುವ ಸಮಯ ಬಂದಿದೆ. ಶಿಕ್ಷಣವೇ ಅವರ ಶಕ್ತಿ, ಜ್ಞಾನವೇ ಅವರ ಆಯುಧ. ಪ್ರತಿಯೊಬ್ಬ ಹೆಣ್ಣು ಮಗಳು ಸಮಾಜದಲ್ಲಿ ಸಮಾನ ಸ್ಥಾನ ಪಡೆಯಲು ಶಿಕ್ಷಣ ಪಡೆದು ಮುನ್ನಡೆಯಬೇಕು ಎಂದರು. [197, 1145, 380, 1375]
story5-column-2 [955, 1901, 1132, 2407]
story1-column-2 [390, 390, 748, 740]
section-divider [8, 1530, 1504, 1532]
paragraph: ಉಪಾಧ್ಯಕ್ಷರಾಗಿದ್ದ ದಿವಂಗತ ಹರೀಶ್ ನಾಯಕ್ ಅವರ ಹೆಸರನ್ನು ಇಡಲಾಗಿದೆ. ಸಮ್ಮೇಳನದಲ್ಲಿ ಅತ್ಯಂತ ಪ್ರಜಾಸತ್ತಾತ್ಮಕ ಪ್ರಕ್ರಿಯೆಯ ಮೂಲಕ ಸಿಐಟಿಯು ನೂತನ ರಾಜ್ಯ ಸಮಿತಿಯನ್ನು ಆಯ್ಕೆ ಮಾಡಲಾಗುವುದು. ವಿಶೇಷವಾಗಿ ಈ ಸಮ್ಮೇಳನ ನಡೆಯುವುದರ ಮುಖಾಂತರ ಹಾಸನ ಜಿಲ್ಲೆಯ ಚಳುವಳಿಗೆ ಒಂದು ಹೊಸ ರೂಪವಂತೂ ಖಂಡಿತವಾಗಿ ಸಿಗುತ್ತೆ. ಜೊತೆಗೆ ಕರ್ನಾಟಕದ ಒಟ್ಟು ದುಡಿಯುವ ಜನರ ಚಳುವಳಿಯಲ್ಲಿ ಒಂದು ಹೊಸ ಉತ್ಸಾಹ ಬರುತ್ತೆ, ಹೊಸ ನಾಯಕತ್ವ ಬರುತ್ತೆ. ಈ ವಿಚಾರವನ್ನು ಮಾಧ್ಯಮಗಳ ಮುಖಾಂತರ ತಾವು ಎಲ್ಲ ಕಡೆ ಪ್ರಚಾರಪಡಿಸಬೇಕು. ಈ ರಾಜ್ಯ ಸಮ್ಮೇಳನವು ಕಾರ್ಮಿಕರ ಭವಿಷ್ಯದ ದೃಷ್ಟಿಯಿಂದ, ದುಡಿಯುವ ಜನರ ಭವಿಷ್ಯದ ದೃಷ್ಟಿಯಿಂದ ಬಹಳ ಮಹತ್ವವುಳ್ಳ ಸಮ್ಮೇಳನ. ತಮ್ಮೆಲ್ಲರ ಸಹಕಾರವನ್ನು ನಾವು ಬಯಸುತ್ತೇವೆ. ತಮ್ಮೆಲ್ಲರನ್ನೂ ಕೂಡ ಉದ್ಘಾಟನಾ ಸಮಾರಂಭಕ್ಕೆ ವಿಶೇಷವಾಗಿ ಆಹ್ವಾನಿಸುತ್ತೇವೆ. ನೀವೆಲ್ಲರೂ ಬರಬೇಕು, ಇಡೀ ಸಮ್ಮೇಳನದ ವಿಚಾರಗಳನ್ನು ಸಂಪೂರ್ಣವಾಗಿ ವರದಿ ಮಾಡಬೇಕು. ರಾಜ್ಯದ ಜನರು ಅದನ್ನು ಗಮನಿಸಬೇಕು. ಆ ಮುಖಾಂತರವಾಗಿ ಹಾಸನ ಮತ್ತು ಕರ್ನಾಟಕದಲ್ಲಿ ಒಂದು ಹೊಸ ರೀತಿಯ ಸಂಚಲನ ಉಂಟಾಗಬೇಕು ಎಂದು ಮನವಿ ಮಾಡಿಕೊಳ್ಳುತ್ತಾ, ಎಲ್ಲರನ್ನೂ ಕೂಡ ಮುಕ್ತವಾಗಿ, ಅತ್ಯಂತ ಪ್ರೀತಿಯಿಂದ ಆ ಸಮ್ಮೇಳನಕ್ಕೆ ಆಹ್ವಾನಿಸಲಾಯಿತು. [1135, 186, 1502, 507]
column-divider [944, 750, 945, 1530]
story2-headline: ಒನಕೆ ಓಬವ್ವ ಎಂದರೆ ಸಾಹಸದ ಸಂಕೇತ [10, 767, 704, 831]
paragraph: ದೇವನಹಳ್ಳಿಯ ಕೆಐಎಡಿಬಿ ಏರೋಸ್ಪೇಸ್ ಪಾರ್ಕ್‌ನಲ್ಲಿ ಮಂಗಳವಾರ ಕಾಲಿನ್ಸ್ ಏರೋಸ್ಪೇಸ್ ಕಂಪನಿಯು ಅಭಿವೃದ್ಧಿಪಡಿಸಿರುವ ತನ್ನ 'ಕಾಲಿನ್ಸ್ ಇಂಡಿಯಾ ಆಪರೇಷನ್ ಸೆಂಟರ್'ಗೆ ಮುಖ್ಯಮಂತ್ರಿ ಸಿದ್ದರಾಮಯ್ಯ ಮಂಗಳವಾರ ಚಾಲನೆ ನೀಡಿದ್ದಾರೆ. ಈ ಸಂದರ್ಭದಲ್ಲಿ ಉಪ ಮುಖ್ಯಮಂತ್ರಿ ಡಿಕೆ ಶಿವಕುಮಾರ್, ಬೃಹತ್ ಮತ್ತು ಮಧ್ಯಮ ಕೈಗಾರಿಕಾ ಸಚಿವ ಎಂಬಿ ಪಾಟೀಲ, ಬಿಟಿ ಸಚಿವ ಪ್ರಿಯಾಂಕ್ ಖರ್ಗೆ, ಸಂಸದ ಡಾ.ಕೆ.ಸುಧಾಕರ್, ಕಾಲಿನ್ಸ್ ಏರೋಸ್ಪೇಸ್ ಅಧ್ಯಕ್ಷ ಟ್ರಾಯ್ ಬ್ರುನ್ಕ್ ಉಪಸ್ಥಿತರಿದ್ದರು. [12, 1726, 197, 2005]
paragraph: ಕಾಟ ಹೆಚ್ಚಾಗಿದೆ.ಜನಪ್ರತಿನಿದಿಗಳು ಚುನಾವಣೆ ಬಂದಾಗ ಇಲ್ಲ ಸಲ್ಲದ ಭರವಸೆಗಳನ್ನು ನೀಡುತ್ತಾರೆ.ಗೆದ್ದ ಮೇಲೆ ಇತ್ತ ತಿರುಗಿಯೂ ನೋಡಿಲ್ಲ.ಪುರಸಭೆ ಚುನಾವಣೆ ಕಳೆದು 5 ವರ್ಷಗಳೆ ಕಳೆಯುತ್ತಾ ಬಂದರೂ ಹಕ್ಕುಪತ್ರ ನೀಡಿಲ್ಲ ಎಂದು ಸ್ಥಳೀಯ ನಿವಾಸಿಗಳು ಮಾಧ್ಯಮ ದೊಂದಿಗೆ ಅಳಲು ತೋಡಿಕೊಂಡರು. [955, 1905, 1132, 2087]
story1-column-1 [12, 182, 378, 740]
paragraph: ಹಾಸನ : ಜಿಲ್ಲೆಯ ಸಕಲೇಶಪುರ ಪಟ್ಟಣದಲ್ಲಿ ಕಳೆದ 8 ವರ್ಷಗಳ ಹಿಂದೆ ಪೌರಕಾರ್ಮಿಕರಿಗಾಗಿ ಸುಮಾರು 14 ಕೋಟಿ ರೂ ಅನುದಾನದಲ್ಲಿ ಆರಂಭವಾದ ನಿವೇಶನ ಕಟ್ಟಡದ ಕಾಮಗಾರಿ ನನೆಗುದಿಗೆ ಬಿದ್ದಿದ್ದು, ಅಧಿಕಾರಿಗಳ ನಿರ್ಲಕ್ಷ್ಯವೇ ಕಾರಣ ಎಂದು ಜಿಲ್ಲಾ ಕಾಂಗ್ರೆಸ್ ಪಕ್ಷದ ಪರಿಶಿಷ್ಟ ಜಾತಿ ವಿಭಾಗದ ಅಧ್ಯಕ್ಷರಾದ ಡಿ.ಸಿ ಸಣ್ಣಸ್ವಾಮಿ ಅವರು ಗಂಭೀರ ಆರೋಪ ಮಾಡಿದ್ದಾರೆ. [952, 898, 1127, 1105]
paragraph: ದಾರಿಯಿಂದ ಕೋಟೆಯೊಳಗೆ ಕಳುಹಿಸಲು ಆದೇಶಿಸಿದನು. ಅಲ್ಲಿನ ಪ್ರಾಂತದ ವ್ಯಕ್ತಿಯಾಗಿದ್ದ ಕಹಳೆ ಮುದ್ದ ಹನುಮ, ಓಬವ್ವನ ಪತಿ, ಭದ್ರತೆಯ ದೃಷ್ಟಿಯಿಂದ ಆತ ನಿಯೋಜಿತನಾಗಿದ್ದ. ಒಂದು ದಿನ, ಮುದ್ದ ಹನುಮ ಊಟಕ್ಕಾಗಿ ಮನೆಗೆ ಹೋದಾಗ, ಓಬವ್ವ ನೀರಿನ ಅಗತ್ಯಕ್ಕಾಗಿ ಹತ್ತಿರದ ಕೆರೆಗೆ ಹೋದಳು. ಅವಳು ನೀರು ತರಲು ಹೋದಾಗ ಸುತ್ತಲೂ ಕೆಲವು ಗೊಣಗಾಟದ ಶಬ್ದಗಳನ್ನು ಕೇಳಿತು. ಮೊದಲು ಭಯಗೊಂಡಿದ್ದರೂ, ತಕ್ಷಣ ಧೈರ್ಯವನ್ನು ಕಟ್ಟಿಕೊಂಡು, ಒನಕೆಯನ್ನು ಹಿಡಿದು ಕಿಂಡಿಯ ಬಳಿ ನಿಂತು ಒಳಬರುತ್ತಿದ್ದ ಸೈನಿಕರನ್ನು ಒಬ್ಬೊಬ್ಬರಾಗಿ ಸದೆಬಡಿದಳು. [590, 956, 757, 1283]
story3-column-1 [952, 867, 1127, 1526]
masthead [4, 14, 1503, 91]
story2-byline: ಭೀಮ ವಿಜಯ ನ್ಯೂಸ್ [12, 952, 188, 976]
paragraph: ಬೇಲೂರು : ಪಟ್ಟಣದ ಬಿಕ್ಕೋಡು ರಸ್ತೆಗೆ ಹೊಂದಿಕೊಂಡಿರುವ 8ನೇ ವಾರ್ಡ್ ಚನ್ನಕೇಶವ ನಗರ ಬಡಾವಣೆಯ ನಿವಾಸಿಗಳಿಗೆ ಹಕ್ಕುಪತ್ರ ನೀಡದೆ ಜನಪ್ರತಿನಿಧಿಗಳ ಕುತಂತ್ರದಿಂದ ಅತಂತ್ರ ಸ್ಥಿತಿ ಅನುಭವಿಸುತ್ತಿದ್ದು ಸರ್ಕಾರದ ಸೌಲಭ್ಯ ನಿವಾಸಿಗಳು ಜನಪ್ರತಿನಿಧಿಗಳ ಹಾಗೂ ಪುರಸಭೆ ಅಧಿಕಾರಿಗಳ ವಿರುದ್ಧ ಆಕ್ರೋಶ ಹೊರಹಾಕಿದ್ದಾರೆ. [765, 1656, 943, 1864]
column-divider [757, 1532, 759, 2407]
paragraph: ಸರಕಾರದ ವಸತಿಯೋಜನೆಯಿಂದ ವಂಚಿತರಾಗಿರುವ ಪೌರಕಾರ್ಮಿಕರಿಗೆ ನ್ಯಾಯ ಒದಗಿಸುವ ನಿಟ್ಟಿನಲ್ಲಿ ಲೋಪಗಳನ್ನು ಸರಿ ಪಡಿಸಿ ಕ್ರಮ ಕೈಗೊಳ್ಳಬೇಕಿದೆ. ಪೌರಕಾರ್ಮಿಕರ ಕನಿಷ್ಠ ಸೌಲಭ್ಯವಾದ ನಿವೇಶನವನ್ನು ನೀಡದೆ ಸತಾಯಿಸುತ್ತಿರುವ ಅಧಿಕಾರಿಗಳ ವಿರುದ್ಧ ಸಂಬಂಧ ಪಟ್ಟ ಅಧಿಕಾರಿಗಳು ಕ್ರಮ ಕೈಗೊಳ್ಳಬೇಕಿ. ಮುಂದಿನ ದಿನಗಳಲ್ಲಿ ಈ ಕುರಿತು ಜಿಲ್ಲಾ ಉಸ್ತುವಾರಿ ಗಮನಕ್ಕೆ ತಪ್ಪಿಸ್ತರ ವಿರುದ್ಧ ಕೂಡ ಕ್ರಮಕ್ಕೆ ಒತ್ತಾಯಿಸಲಾಗುವುದು ಹಾಗೂ ಲೋಕಾಯುಕ್ತಕ್ಕೆ ಸಹ ದೂರು ನೀಡಲಾಗುವುದು ಎಂದು ತಿಳಿಸಿದ್ದಾರೆ. [1329, 1200, 1502, 1503]
story2-column-1 [12, 952, 188, 1527]
sky-in-photo [1143, 877, 1499, 942]
story3-subhead-2: ಭ್ರಷ್ಟರ ವಿರುದ್ಧ ಕ್ರಮಕ್ಕೆ ಒತ್ತಾಯ [1331, 1170, 1499, 1191]
story5-byline: ಭೀಮ ವಿಜಯ ನ್ಯೂಸ್ [765, 1626, 943, 1650]
paragraph: ನಿರ್ಮಾಣವಾಗಿದೆ.ಸಮುದಾಯ ಭವನದ ಬಳಿ ಪುಂಡಪೋಕರಿಗಳ ಕಾಟ ಹೆಚ್ಚಾಗಿದೆ.ಹಲವಾರು ಬಾರಿ ಪೋಲೀಸರಿಗೆ ತಿಳಿಸಿದರೂ ಪೋಲೀಸರು ಇತ್ತ ಸುಳಿದಿಲ್ಲ.ಸಂಜೆಯಾದರೆ ಸಾಕು ಕೆಟ್ಟದಾಗಿ ಅಸಹ್ಯವಾದ ಪದಗಳಿಂದ [1329, 1630, 1502, 1765]
story1-column-4 [1135, 182, 1502, 740]
paragraph: ಸಚಿವ ಎಂ ಬಿ ಪಾಟೀಲ ಮಾತನಾಡಿ, ಭಾರತದಲ್ಲಿ ಉತ್ಪಾದನೆ ಆಧಾರಿತ ಪ್ರೋತ್ಸಾಹ (ಪಿ.ಎಲ್ [206, 2298, 381, 2362]
issue-date: 12ನೇ ನವೆಂಬರ್ 2025 [13, 34, 245, 66]
paragraph: ಹಾಸನ: ನಗರದ ಅಂಬೇಡ್ಕರ್ ಭವನದಲ್ಲಿ ನವೆಂಬರ್ 13 ರಿಂದ 15ರ ವರೆಗೂ ಸಿಐಟಿಯುನ 16ನೇ ರಾಜ್ಯ ಸಮ್ಮೇಳನ ಹಮ್ಮಿಕೊಂಡಿರುವುದಾಗಿ ಸಿಐಟಿಯು ಸಂಘಟನೆಯ ಸ್ವಾಗತ ಸಮಿತಿ ಅಧ್ಯಕ್ಷ ಧರ್ಮೇಶ್ ತಿಳಿಸಿದರು. [12, 213, 378, 275]
story2-subheadline: ಇಂದಿನ ಹೆಣ್ಣುಮಕ್ಕಳಿಗೆ ಪ್ರೇರಣೆಯ ದೀಪ : ಡಿಸಿ ಕೆ.ಎಸ್. ಲತಾಕುಮಾರಿ [10, 871, 935, 933]
paragraph: ಸಾಕ್ಷಿಯಾಗಿದೆ ಎಂದು ಅವರು ನುಡಿದಿದ್ದಾರೆ. ಭಾರತದ ವೈಮಾನಿಕ ಮಾರುಕಟ್ಟೆಯು 2032ರ ಹೊತ್ತಿಗೆ ಜಗತ್ತಿನಲ್ಲಿ ಮೂರನೇ ಸ್ಥಾನದಲ್ಲಿ ಪ್ರತಿಷ್ಠಾಪಿತವಾಗಲಿದೆ. ಇಲ್ಲಿ ನಿರ್ವಹಣೆ, ದುರಸ್ತಿ ಮತ್ತು ಓವರ್‌ಹಾಲ್ (ಎಂಆರ್‌ಒ) ಯೋಜನೆಯಡಿಯಲ್ಲಿ ಸದ್ಯಕ್ಕೆ ವಾರ್ಷಿಕವಾಗಿ 1.2 ಬಿಲಿಯನ್ ಡಾಲರ್ ವಹಿವಾಟು ನಡೆಯುತ್ತಿದೆ. ಇದು ಮುಂದಿನ ಐದು ವರ್ಷಗಳಲ್ಲಿ 4.6 ಬಿಲಿಯನ್ ಡಾಲರ್ ಮಟ್ಟಕ್ಕೆ ಬೆಳೆಯಲಿದೆ. ಇದರಲ್ಲಿ ಕಾಲಿನ್ಸ್ ಏರೋಸ್ಪೇಸ್ ತರಹದ ಕಂಪನಿಗಳು ಹೆಚ್ಚಿನ ಪಾತ್ರ ವಹಿಸಲಿವೆ ಎಂದು ಹೇಳಿದರು. [578, 1820, 753, 2098]
story4-headline: ಕರ್ನಾಟಕದ 5 ಜಿಲ್ಲೆಗಳಲ್ಲಿ ಏರೋಸ್ಪೇಸ್ ಪಾರ್ಕ್ ನಿರ್ಮಾಣ [10, 1536, 727, 1581]
story2-photo [197, 954, 582, 1135]
bullet-icon [140, 189, 149, 198]
paragraph: ಶವಗಳ ಗುಡ್ಡವೇ ನಿರ್ಮಿತವಾಯಿತು. ಒಳಗಡೆ ಇದ್ದ ಮೇಲೂ ಕಾವಲುಗಾರ ಮುದ್ದ ಹನುಮ ತನ್ನ ಪತ್ನಿ ಕಾಣದೆ ಇರುವುದನ್ನು ಗಮನಿಸಿ, ಹೊರಗೆ ಬಂದು ನೋಡಿದಾಗ ಓಬವ್ವ ತನ್ನ ಶೌರ್ಯದಿಂದ ಅನೇಕ ಸೈನಿಕರನ್ನು ಹೋರಾಡಿ ಕೊಂದಿರುವುದನ್ನು ಕಂಡನು. ಆತ ಶೀಘ್ರವೇ ಬೆಟ್ಟದ ಮೇಲೆ ಹೋಗಿ ರಾಜನಿಗೆ ತಕ್ಷಣವೇ ಆಕ್ರಮಣದ ಎಚ್ಚರಿಕೆಯನ್ನು ನೀಡಲು ಕೊಂಬನ್ನು ಊದಿದನು ಎಂದು ಹಿಂದಿನ ಇತಿಹಾಸದ ಕಥೆಯನ್ನು ಇದೇ ವೇಳೆ ಸ್ಮರಿಸಿದರು. ಕಾರ್ಯಕ್ರಮದಲ್ಲಿ ಜಿಲ್ಲಾ ಪಂಚಾಯತ್ ಹಾಗೂ ವಿವಿಧ ಇಲಾಖೆಗಳ ಅಧಿಕಾರಿಗಳು, ಸಮುದಾಯದ ಮುಖಂಡರು ಉಪಸ್ಥಿತರಿದ್ದರು. [763, 956, 936, 1306]
paragraph: 16ನೇ ರಾಜ್ಯ ಸಮ್ಮೇಳನದ ಪ್ರಮುಖ ಉದ್ದೇಶಗಳು ಮತ್ತು ಬೇಡಿಕೆಗಳು ಎಂದರೇ ಈ ಸಮ್ಮೇಳನದ ಹೋರಾಟ ಕೇವಲ ಕಾರ್ಮಿಕರ ಕೂಲಿ ಅಥವಾ [390, 629, 748, 669]
logo-text-left: ಭೀಮ [633, 19, 723, 73]
paragraph: ಇನ್ನೂ ಪುರಸಭೆ ಚುನಾವಣೆ ಬರುತ್ತಿದೆ.ಪುರಸಭೆ ಚುನಾವಣೆಯಲ್ಲಿ ಹಕ್ಕುಪತ್ರ ಕೊಡಿಸುವ ಭರವಸೆ ನೀಡುವ ಅಭ್ಯರ್ಥಿಗಳನ್ನು ನಂಬಬೇಕೋ ಬಿಡಬೇಕೋ ಎಂಬ ಗೊಂದಲದಲ್ಲಿ ನಿವಾಸಿಗಳು ಇದ್ದಾರೆ. ಈ ವಾರ್ಡ್ ನ ಅಭಿವೃದ್ಧಿಯ ಬಗ್ಗೆ ಜನ ಕಾದು ನೋಡುತ್ತಿದ್ದಾರೆ. [1329, 2060, 1502, 2220]
logo-text-right: ವಿಜಯ [761, 19, 874, 73]
